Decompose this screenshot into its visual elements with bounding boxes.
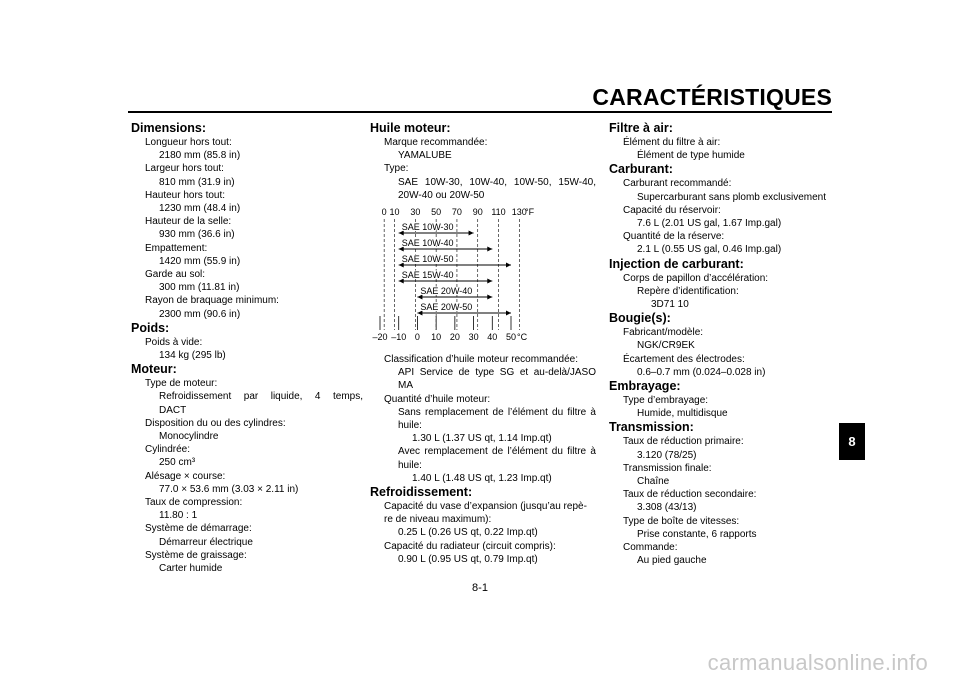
c-tick-label: 10 — [431, 332, 442, 343]
section-heading: Huile moteur: — [370, 121, 451, 135]
section-heading: Poids: — [131, 320, 170, 335]
spec-value: 1230 mm (48.4 in) — [159, 203, 241, 215]
section-heading: Moteur: — [131, 362, 177, 377]
spec-value: Carter humide — [159, 563, 223, 575]
f-tick-label: 90 — [472, 207, 483, 218]
section-heading: Transmission: — [609, 420, 694, 435]
spec-label: Capacité du réservoir: — [623, 204, 721, 216]
spec-value: Monocylindre — [159, 431, 219, 443]
spec-value: DACT — [159, 404, 187, 416]
spec-value: 810 mm (31.9 in) — [159, 176, 235, 188]
column-1 — [131, 121, 363, 575]
section-heading: Filtre à air: — [609, 121, 673, 135]
spec-value: 77.0 × 53.6 mm (3.03 × 2.11 in) — [159, 483, 299, 495]
spec-label: Fabricant/modèle: — [623, 327, 704, 339]
spec-label: Type d’embrayage: — [623, 395, 709, 407]
c-tick-label: 20 — [449, 332, 460, 343]
spec-value: 134 kg (295 lb) — [159, 350, 226, 362]
spec-value: 930 mm (36.6 in) — [159, 229, 235, 241]
spec-label: Poids à vide: — [145, 336, 203, 348]
range-arrow-right — [487, 295, 492, 300]
spec-value: 1.30 L (1.37 US qt, 1.14 Imp.qt) — [412, 433, 552, 445]
spec-value: 1420 mm (55.9 in) — [159, 255, 241, 267]
spec-value: 11.80 : 1 — [159, 510, 198, 522]
spec-value: Élément de type humide — [637, 150, 745, 162]
c-tick-label: 30 — [468, 332, 479, 343]
spec-label: Quantité d’huile moteur: — [384, 393, 491, 405]
spec-value: Sans remplacement de l’élément du filtre à — [398, 406, 596, 418]
range-arrow-right — [487, 279, 492, 284]
c-tick-label: –10 — [391, 332, 407, 343]
spec-value: Repère d’identification: — [637, 285, 739, 297]
spec-value: Supercarburant sans plomb exclusivement — [637, 191, 826, 203]
column-3 — [609, 121, 835, 567]
spec-label: Élément du filtre à air: — [623, 137, 721, 148]
column-2 — [370, 121, 596, 566]
spec-value: Avec remplacement de l’élément du filtre à — [398, 446, 596, 458]
c-unit-label: °C — [517, 332, 528, 343]
range-arrow-right — [506, 311, 511, 316]
spec-label: Taux de compression: — [145, 497, 243, 509]
f-tick-label: 110 — [491, 207, 506, 218]
spec-label: Corps de papillon d’accélération: — [623, 272, 769, 284]
range-label: SAE 20W-40 — [420, 286, 473, 297]
section-heading: Refroidissement: — [370, 485, 473, 500]
f-tick-label: 0 — [381, 207, 387, 218]
spec-label: Hauteur hors tout: — [145, 189, 226, 201]
spec-value: 2300 mm (90.6 in) — [159, 308, 241, 320]
spec-value: Au pied gauche — [637, 555, 707, 567]
f-tick-label: 30 — [410, 207, 421, 218]
spec-label: Classification d’huile moteur recommandée: — [384, 354, 578, 366]
range-label: SAE 20W-50 — [420, 302, 473, 313]
oil-classification-block — [370, 353, 596, 566]
range-label: SAE 15W-40 — [401, 270, 454, 281]
spec-value: 2180 mm (85.8 in) — [159, 150, 241, 162]
spec-value: SAE 10W-30, 10W-40, 10W-50, 15W-40, — [398, 176, 596, 188]
range-label: SAE 10W-50 — [401, 254, 454, 265]
spec-value: 250 cm³ — [159, 457, 196, 469]
spec-value: Démarreur électrique — [159, 536, 253, 548]
spec-value: Refroidissement par liquide, 4 temps, — [159, 391, 363, 403]
spec-value: 0.90 L (0.95 US qt, 0.79 Imp.qt) — [398, 553, 538, 565]
section-tab: 8 — [839, 423, 865, 460]
f-tick-label: 70 — [451, 207, 462, 218]
spec-value: huile: — [398, 459, 422, 471]
spec-value: 0.25 L (0.26 US qt, 0.22 Imp.qt) — [398, 527, 538, 539]
spec-value: Chaîne — [637, 476, 670, 488]
spec-label: Largeur hors tout: — [145, 163, 224, 175]
page-title: CARACTÉRISTIQUES — [592, 84, 832, 110]
spec-label: Écartement des électrodes: — [623, 353, 745, 365]
spec-value: huile: — [398, 420, 422, 432]
spec-label: Rayon de braquage minimum: — [145, 295, 279, 307]
spec-label: Type de moteur: — [145, 378, 218, 390]
c-tick-label: –20 — [372, 332, 388, 343]
f-tick-label: 10 — [389, 207, 400, 218]
c-tick-label: 0 — [414, 332, 420, 343]
range-arrow-right — [469, 231, 474, 236]
range-arrow-right — [487, 247, 492, 252]
spec-label: Capacité du vase d’expansion (jusqu’au repè- — [384, 501, 587, 513]
f-tick-label: 50 — [431, 207, 442, 218]
spec-value: YAMALUBE — [398, 150, 452, 162]
spec-label: Disposition du ou des cylindres: — [145, 417, 286, 429]
page-number: 8-1 — [472, 582, 488, 594]
c-tick-label: 40 — [487, 332, 498, 343]
spec-value: 3.120 (78/25) — [637, 449, 697, 461]
watermark: carmanualsonline.info — [707, 650, 928, 675]
spec-value: 1.40 L (1.48 US qt, 1.23 Imp.qt) — [412, 472, 552, 484]
c-tick-label: 50 — [505, 332, 517, 343]
spec-label: Hauteur de la selle: — [145, 216, 232, 228]
spec-label: Système de graissage: — [145, 549, 247, 561]
spec-label: Marque recommandée: — [384, 137, 488, 148]
spec-label: Carburant recommandé: — [623, 178, 732, 190]
spec-label: Capacité du radiateur (circuit compris): — [384, 540, 556, 552]
spec-label: Taux de réduction primaire: — [623, 436, 744, 448]
spec-label: Type de boîte de vitesses: — [623, 515, 740, 527]
spec-value: 2.1 L (0.55 US gal, 0.46 Imp.gal) — [637, 244, 782, 256]
spec-label: Garde au sol: — [145, 269, 206, 281]
range-label: SAE 10W-30 — [401, 222, 454, 233]
spec-label: Cylindrée: — [145, 444, 191, 456]
oil-viscosity-chart — [370, 206, 596, 349]
spec-value: NGK/CR9EK — [637, 340, 695, 352]
spec-value: 0.6–0.7 mm (0.024–0.028 in) — [637, 366, 766, 378]
spec-value: 300 mm (11.81 in) — [159, 282, 240, 294]
section-heading: Bougie(s): — [609, 311, 671, 326]
f-unit-label: °F — [525, 207, 535, 218]
spec-label: re de niveau maximum): — [384, 514, 492, 526]
spec-value: 3D71 10 — [651, 299, 689, 311]
spec-label: Transmission finale: — [623, 462, 712, 474]
spec-value: MA — [398, 380, 413, 392]
spec-label: Commande: — [623, 542, 678, 554]
section-heading: Injection de carburant: — [609, 256, 744, 271]
spec-value: 3.308 (43/13) — [637, 502, 697, 514]
spec-value: Prise constante, 6 rapports — [637, 528, 757, 540]
oil-viscosity-chart-svg — [370, 206, 596, 344]
section-heading: Carburant: — [609, 162, 673, 177]
spec-label: Système de démarrage: — [145, 523, 252, 535]
spec-label: Empattement: — [145, 242, 208, 254]
spec-label: Longueur hors tout: — [145, 137, 232, 148]
f-tick-label: 130 — [511, 207, 527, 218]
spec-label: Type: — [384, 163, 409, 175]
range-label: SAE 10W-40 — [401, 238, 454, 249]
spec-value: Humide, multidisque — [637, 408, 728, 420]
header-rule — [128, 111, 832, 113]
spec-value: 7.6 L (2.01 US gal, 1.67 Imp.gal) — [637, 218, 782, 230]
spec-label: Alésage × course: — [145, 470, 226, 482]
spec-value: 20W-40 ou 20W-50 — [398, 189, 485, 201]
range-arrow-right — [506, 263, 511, 268]
spec-label: Taux de réduction secondaire: — [623, 489, 757, 501]
spec-value: API Service de type SG et au-delà/JASO — [398, 367, 596, 379]
spec-label: Quantité de la réserve: — [623, 231, 725, 243]
section-heading: Embrayage: — [609, 379, 681, 394]
section-heading: Dimensions: — [131, 121, 207, 135]
engine-oil-block — [370, 121, 596, 202]
